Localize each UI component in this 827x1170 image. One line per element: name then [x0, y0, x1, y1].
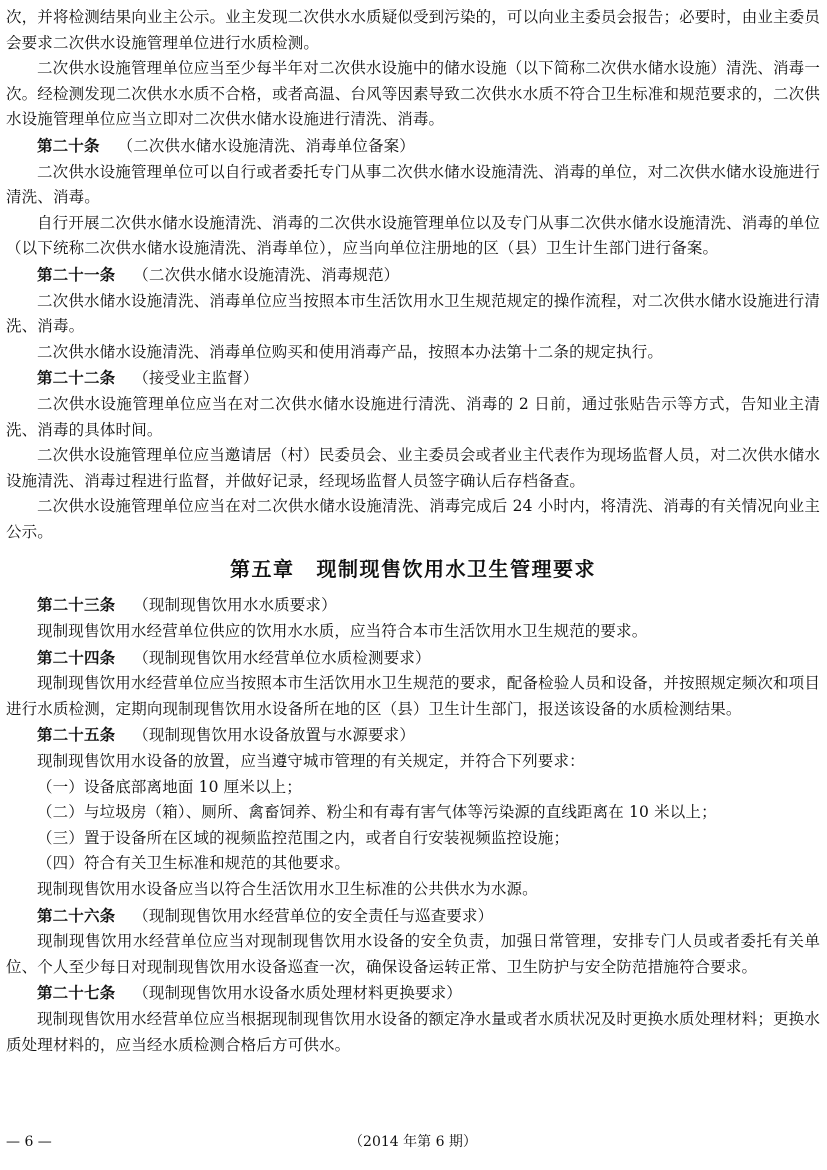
article-heading — [6, 592, 820, 619]
article-heading — [6, 365, 820, 392]
paragraph: 现制现售饮用水经营单位供应的饮用水水质，应当符合本市生活饮用水卫生规范的要求。 — [37, 622, 648, 641]
paragraph: 二次供水设施管理单位应当邀请居（村）民委员会、业主委员会或者业主代表作为现场监督人员，对二次供水储水设施清洗、消毒过程进行监督，并做好记录，经现场监督人员签字确认后存档备查。 — [6, 446, 820, 490]
article-number: 第二十条 — [37, 135, 100, 155]
article-number: 第二十六条 — [37, 905, 116, 925]
article-number: 第二十五条 — [37, 725, 116, 745]
page-number: — 6 — — [6, 1134, 52, 1150]
article-number: 第二十二条 — [37, 368, 116, 388]
paragraph: 现制现售饮用水设备应当以符合生活饮用水卫生标准的公共供水为水源。 — [37, 880, 538, 898]
article-title: （现制现售饮用水经营单位水质检测要求） — [133, 648, 431, 667]
article-title: （现制现售饮用水经营单位的安全责任与巡查要求） — [133, 906, 494, 925]
article-title: （二次供水储水设施清洗、消毒规范） — [133, 265, 400, 284]
paragraph: 次，并将检测结果向业主公示。业主发现二次供水水质疑似受到污染的，可以向业主委员会报告；必要时，由业主委员会要求二次供水设施管理单位进行水质检测。 — [6, 8, 820, 52]
paragraph: 二次供水储水设施清洗、消毒单位应当按照本市生活饮用水卫生规范规定的操作流程，对二次供水储水设施进行清洗、消毒。 — [6, 291, 820, 336]
paragraph: （一）设备底部离地面 10 厘米以上； — [37, 777, 302, 796]
article-title: （二次供水储水设施清洗、消毒单位备案） — [117, 136, 415, 155]
document-body — [6, 5, 820, 1058]
paragraph: 现制现售饮用水经营单位应当根据现制现售饮用水设备的额定净水量或者水质状况及时更换水质处理材料；更换水质处理材料的，应当经水质检测合格后方可供水。 — [6, 1009, 820, 1054]
article-heading — [6, 722, 820, 749]
article-title: （现制现售饮用水设备放置与水源要求） — [133, 726, 415, 745]
article-heading — [6, 645, 820, 672]
article-number: 第二十三条 — [37, 595, 116, 615]
article-title: （现制现售饮用水设备水质处理材料更换要求） — [133, 984, 462, 1003]
paragraph: （三）置于设备所在区域的视频监控范围之内，或者自行安装视频监控设施； — [37, 828, 570, 847]
paragraph: 二次供水设施管理单位可以自行或者委托专门从事二次供水储水设施清洗、消毒的单位，对二次供水储水设施进行清洗、消毒。 — [6, 162, 820, 207]
paragraph: 现制现售饮用水设备的放置，应当遵守城市管理的有关规定，并符合下列要求： — [37, 752, 585, 771]
article-heading — [6, 262, 820, 289]
page-footer — [6, 1131, 820, 1153]
paragraph: 二次供水设施管理单位应当在对二次供水储水设施清洗、消毒完成后 24 小时内，将清洗、消毒的有关情况向业主公示。 — [6, 497, 820, 541]
chapter-number: 第五章 — [230, 557, 295, 582]
article-title: （接受业主监督） — [133, 369, 259, 388]
article-heading — [6, 903, 820, 930]
paragraph: 二次供水储水设施清洗、消毒单位购买和使用消毒产品，按照本办法第十二条的规定执行。 — [37, 342, 664, 361]
paragraph: 二次供水设施管理单位应当至少每半年对二次供水设施中的储水设施（以下简称二次供水储水设施）清洗、消毒一次。经检测发现二次供水水质不合格，或者高温、台风等因素导致二次供水水质不符合卫生标准和规范要求的，二次供水设施管理单位应当立即对二次供水储水设施进行清洗、消毒。 — [6, 59, 820, 129]
paragraph: 现制现售饮用水经营单位应当对现制现售饮用水设备的安全负责，加强日常管理，安排专门人员或者委托有关单位、个人至少每日对现制现售饮用水设备巡查一次，确保设备运转正常、卫生防护与安全防范措施符合要求。 — [6, 932, 820, 976]
article-number: 第二十一条 — [37, 264, 116, 284]
article-number: 第二十四条 — [37, 647, 116, 667]
paragraph: （四）符合有关卫生标准和规范的其他要求。 — [37, 854, 351, 873]
article-heading — [6, 133, 820, 160]
issue-label: （2014 年第 6 期） — [349, 1134, 477, 1150]
paragraph: 现制现售饮用水经营单位应当按照本市生活饮用水卫生规范的要求，配备检验人员和设备，并按照规定频次和项目进行水质检测，定期向现制现售饮用水设备所在地的区（县）卫生计生部门，报送该设备的水质检测结果。 — [6, 674, 820, 718]
article-heading — [6, 980, 820, 1007]
paragraph: 二次供水设施管理单位应当在对二次供水储水设施进行清洗、消毒的 2 日前，通过张贴告示等方式，告知业主清洗、消毒的具体时间。 — [6, 394, 820, 439]
chapter-title: 现制现售饮用水卫生管理要求 — [316, 557, 596, 582]
article-number: 第二十七条 — [37, 983, 116, 1003]
chapter-heading — [6, 555, 820, 583]
paragraph: 自行开展二次供水储水设施清洗、消毒的二次供水设施管理单位以及专门从事二次供水储水设施清洗、消毒的单位（以下统称二次供水储水设施清洗、消毒单位），应当向单位注册地的区（县）卫生计生部门进行备案。 — [6, 213, 820, 258]
paragraph: （二）与垃圾房（箱）、厕所、禽畜饲养、粉尘和有毒有害气体等污染源的直线距离在 10 米以上； — [37, 803, 717, 822]
article-title: （现制现售饮用水水质要求） — [133, 596, 337, 615]
